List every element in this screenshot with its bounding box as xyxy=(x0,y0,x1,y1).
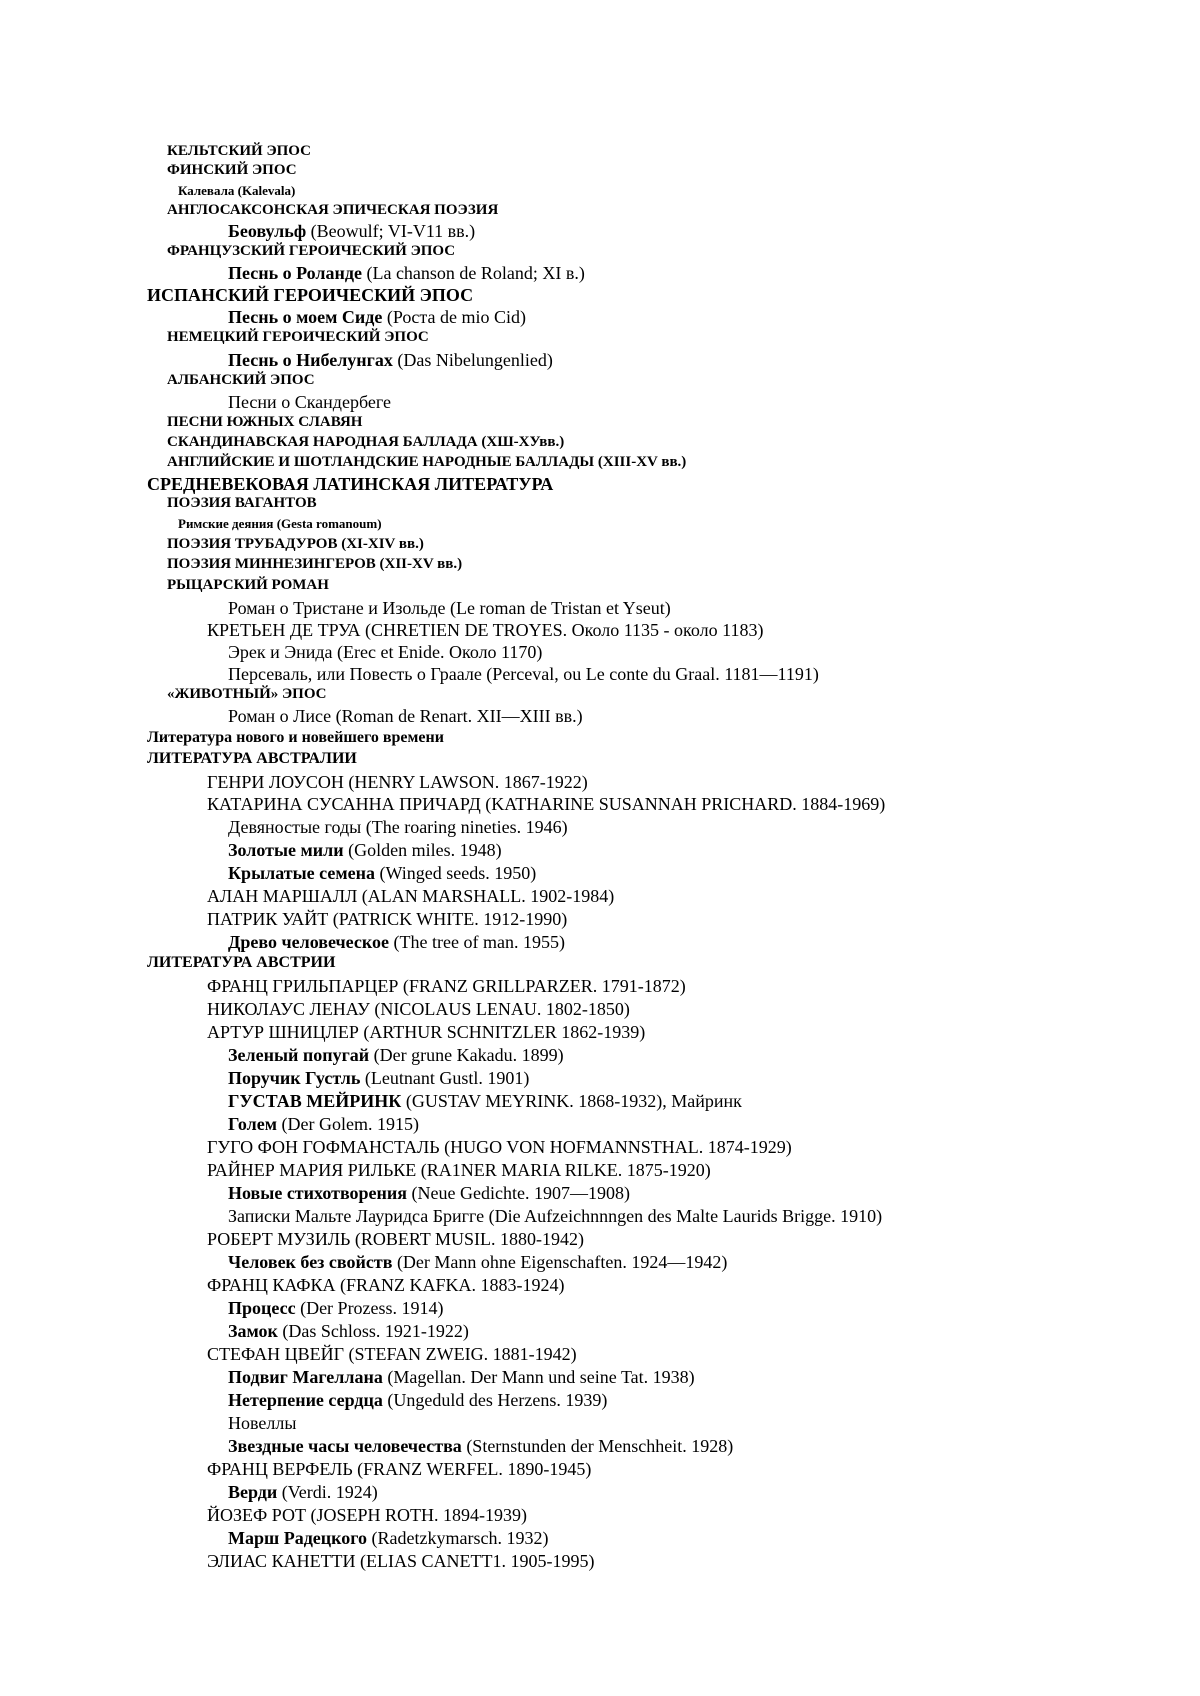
contents-line xyxy=(228,222,475,240)
entry-title: Процесс xyxy=(228,1298,296,1318)
entry-title: Песнь о моем Сиде xyxy=(228,307,383,327)
contents-line xyxy=(207,795,885,813)
entry-details: (Der Prozess. 1914) xyxy=(295,1298,444,1318)
entry-title: Песнь о Роланде xyxy=(228,263,362,283)
contents-line xyxy=(167,687,327,702)
entry-details: НИКОЛАУС ЛЕНАУ (NICOLAUS LENAU. 1802-1850) xyxy=(207,999,630,1019)
contents-line xyxy=(228,818,568,836)
contents-line xyxy=(228,933,565,951)
contents-line xyxy=(228,841,502,859)
entry-title: Древо человеческое xyxy=(228,932,390,952)
contents-line xyxy=(228,1368,695,1386)
contents-line xyxy=(228,665,819,683)
entry-details: АЛАН МАРШАЛЛ (ALAN MARSHALL. 1902-1984) xyxy=(207,886,615,906)
entry-title: ГУСТАВ МЕЙРИНК xyxy=(228,1091,402,1111)
entry-title: Подвиг Магеллана xyxy=(228,1367,383,1387)
contents-line xyxy=(167,163,297,178)
entry-details: (Radetzkymarsch. 1932) xyxy=(367,1528,549,1548)
entry-title: АНГЛИЙСКИЕ И ШОТЛАНДСКИЕ НАРОДНЫЕ БАЛЛАДЫ (XIII-XV вв.) xyxy=(167,454,687,470)
entry-title: Человек без свойств xyxy=(228,1252,393,1272)
contents-line xyxy=(228,1483,378,1501)
entry-title: Звездные часы человечества xyxy=(228,1436,462,1456)
entry-details: Песни о Скандербеге xyxy=(228,392,391,412)
entry-title: ФРАНЦУЗСКИЙ ГЕРОИЧЕСКИЙ ЭПОС xyxy=(167,243,456,259)
contents-line xyxy=(207,1276,565,1294)
contents-line xyxy=(228,1092,742,1110)
entry-title: ПОЭЗИЯ МИННЕЗИНГЕРОВ (XII-XV вв.) xyxy=(167,556,463,572)
contents-line xyxy=(228,1184,630,1202)
contents-line xyxy=(228,393,391,411)
contents-line xyxy=(207,887,614,905)
contents-line xyxy=(147,730,444,746)
entry-title: НЕМЕЦКИЙ ГЕРОИЧЕСКИЙ ЭПОС xyxy=(167,329,429,345)
contents-line xyxy=(178,184,295,197)
contents-line xyxy=(228,1414,296,1432)
contents-line xyxy=(228,1046,564,1064)
entry-details: (Winged seeds. 1950) xyxy=(374,863,537,883)
entry-title: ЛИТЕРАТУРА АВСТРАЛИИ xyxy=(147,750,357,767)
entry-details: (Der grune Kakadu. 1899) xyxy=(369,1045,564,1065)
entry-details: ПАТРИК УАЙТ (PATRICK WHITE. 1912-1990) xyxy=(207,909,568,929)
entry-details: Эрек и Энида (Erec et Enide. Около 1170) xyxy=(228,642,543,662)
entry-title: Поручик Густль xyxy=(228,1068,361,1088)
contents-line xyxy=(167,455,686,470)
entry-title: СРЕДНЕВЕКОВАЯ ЛАТИНСКАЯ ЛИТЕРАТУРА xyxy=(147,474,554,494)
entry-details: (Leutnant Gustl. 1901) xyxy=(360,1068,530,1088)
contents-line xyxy=(207,910,567,928)
contents-line xyxy=(167,373,315,388)
entry-details: Записки Мальте Лауридса Бригге (Die Aufzeichnnngen des Malte Laurids Brigge. 1910) xyxy=(228,1206,883,1226)
entry-title: Калевала (Kalevala) xyxy=(178,183,296,198)
entry-details: (Der Mann ohne Eigenschaften. 1924—1942) xyxy=(392,1252,728,1272)
entry-details: (Magellan. Der Mann und seine Tat. 1938) xyxy=(382,1367,695,1387)
entry-details: ФРАНЦ ВЕРФЕЛЬ (FRANZ WERFEL. 1890-1945) xyxy=(207,1459,592,1479)
contents-line xyxy=(147,475,553,493)
entry-details: (Роcта de mio Cid) xyxy=(382,307,526,327)
entry-details: (The tree of man. 1955) xyxy=(389,932,565,952)
contents-line xyxy=(207,1345,577,1363)
contents-line xyxy=(228,707,583,725)
contents-line xyxy=(228,1391,607,1409)
entry-details: КАТАРИНА СУСАННА ПРИЧАРД (KATHARINE SUSANNAH PRICHARD. 1884-1969) xyxy=(207,794,886,814)
contents-line xyxy=(228,1207,882,1225)
entry-title: Песнь о Нибелунгах xyxy=(228,350,393,370)
contents-line xyxy=(147,286,473,304)
contents-line xyxy=(167,203,498,218)
entry-details: Новеллы xyxy=(228,1413,297,1433)
contents-line xyxy=(207,1138,792,1156)
entry-title: ПОЭЗИЯ ТРУБАДУРОВ (XI-XIV вв.) xyxy=(167,536,424,552)
entry-title: АНГЛОСАКСОНСКАЯ ЭПИЧЕСКАЯ ПОЭЗИЯ xyxy=(167,202,499,218)
contents-line xyxy=(228,1322,469,1340)
contents-line xyxy=(207,621,763,639)
entry-details: (Der Golem. 1915) xyxy=(276,1114,419,1134)
contents-line xyxy=(228,1529,548,1547)
contents-line xyxy=(167,144,311,159)
entry-details: (Golden miles. 1948) xyxy=(343,840,502,860)
contents-line xyxy=(228,1299,444,1317)
contents-line xyxy=(147,751,357,767)
entry-title: ПЕСНИ ЮЖНЫХ СЛАВЯН xyxy=(167,414,363,430)
contents-line xyxy=(207,1230,584,1248)
contents-line xyxy=(167,415,362,430)
contents-line xyxy=(167,578,329,593)
entry-details: ЭЛИАС КАНЕТТИ (ELIAS CANETT1. 1905-1995) xyxy=(207,1551,595,1571)
contents-line xyxy=(228,351,553,369)
entry-title: ЛИТЕРАТУРА АВСТРИИ xyxy=(147,954,336,971)
entry-title: Крылатые семена xyxy=(228,863,375,883)
contents-line xyxy=(167,496,317,511)
entry-title: Марш Радецкого xyxy=(228,1528,368,1548)
entry-details: (Sternstunden der Menschheit. 1928) xyxy=(461,1436,734,1456)
entry-title: ФИНСКИЙ ЭПОС xyxy=(167,162,297,178)
contents-line xyxy=(207,1023,645,1041)
contents-line xyxy=(167,330,429,345)
entry-details: ГУГО ФОН ГОФМАНСТАЛЬ (HUGO VON HOFMANNSTHAL. 1874-1929) xyxy=(207,1137,792,1157)
entry-details: Девяностые годы (The roaring nineties. 1946) xyxy=(228,817,568,837)
entry-details: (Ungeduld des Herzens. 1939) xyxy=(382,1390,608,1410)
contents-line xyxy=(207,977,686,995)
entry-title: «ЖИВОТНЫЙ» ЭПОС xyxy=(167,686,327,702)
entry-details: РАЙНЕР МАРИЯ РИЛЬКЕ (RA1NER MARIA RILKE. 1875-1920) xyxy=(207,1160,711,1180)
contents-line xyxy=(207,773,588,791)
contents-line xyxy=(207,1000,630,1018)
contents-line xyxy=(228,643,542,661)
entry-details: (Neue Gedichte. 1907—1908) xyxy=(407,1183,630,1203)
entry-details: Персеваль, или Повесть о Граале (Perceval, ou Le conte du Graal. 1181—1191) xyxy=(228,664,819,684)
contents-line xyxy=(167,537,424,552)
entry-title: КЕЛЬТСКИЙ ЭПОС xyxy=(167,143,311,159)
entry-details: ГЕНРИ ЛОУСОН (HENRY LAWSON. 1867-1922) xyxy=(207,772,588,792)
contents-line xyxy=(147,955,335,971)
entry-details: Роман о Тристане и Изольде (Le roman de Tristan et Yseut) xyxy=(228,598,671,618)
contents-line xyxy=(228,264,585,282)
contents-line xyxy=(228,864,536,882)
contents-line xyxy=(207,1506,527,1524)
contents-line xyxy=(228,599,671,617)
entry-title: АЛБАНСКИЙ ЭПОС xyxy=(167,372,315,388)
contents-line xyxy=(228,1115,419,1133)
entry-title: Беовульф xyxy=(228,221,307,241)
entry-title: Римские деяния (Gesta romanoum) xyxy=(178,516,382,531)
contents-line xyxy=(228,1437,733,1455)
entry-title: СКАНДИНАВСКАЯ НАРОДНАЯ БАЛЛАДА (ХШ-ХУвв.) xyxy=(167,434,565,450)
entry-title: Золотые мили xyxy=(228,840,344,860)
entry-title: Новые стихотворения xyxy=(228,1183,408,1203)
contents-line xyxy=(207,1552,595,1570)
contents-line xyxy=(178,517,382,530)
entry-details: АРТУР ШНИЦЛЕР (ARTHUR SCHNITZLER 1862-1939) xyxy=(207,1022,646,1042)
contents-line xyxy=(228,1253,727,1271)
entry-title: Зеленый попугай xyxy=(228,1045,370,1065)
entry-details: РОБЕРТ МУЗИЛЬ (ROBERT MUSIL. 1880-1942) xyxy=(207,1229,584,1249)
entry-details: КРЕТЬЕН ДЕ ТРУА (CHRETIEN DE TROYES. Около 1135 - около 1183) xyxy=(207,620,764,640)
entry-details: (La chanson de Roland; XI в.) xyxy=(361,263,585,283)
entry-title: ПОЭЗИЯ ВАГАНТОВ xyxy=(167,495,317,511)
contents-line xyxy=(228,308,526,326)
contents-line xyxy=(167,557,462,572)
contents-line xyxy=(167,244,455,259)
entry-details: СТЕФАН ЦВЕЙГ (STEFAN ZWEIG. 1881-1942) xyxy=(207,1344,577,1364)
entry-details: Роман о Лисе (Roman de Renart. XII—XIII вв.) xyxy=(228,706,583,726)
entry-title: Голем xyxy=(228,1114,277,1134)
entry-title: Замок xyxy=(228,1321,278,1341)
entry-details: ЙОЗЕФ РОТ (JOSEPH ROTH. 1894-1939) xyxy=(207,1505,527,1525)
contents-line xyxy=(167,435,564,450)
entry-details: ФРАНЦ ГРИЛЬПАРЦЕР (FRANZ GRILLPARZER. 1791-1872) xyxy=(207,976,686,996)
entry-details: ФРАНЦ КАФКА (FRANZ KAFKA. 1883-1924) xyxy=(207,1275,565,1295)
contents-line xyxy=(228,1069,529,1087)
entry-details: (Das Nibelungenlied) xyxy=(392,350,553,370)
entry-details: (Verdi. 1924) xyxy=(277,1482,378,1502)
contents-line xyxy=(207,1161,711,1179)
entry-title: РЫЦАРСКИЙ РОМАН xyxy=(167,577,329,593)
entry-details: (Das Schloss. 1921-1922) xyxy=(277,1321,469,1341)
entry-title: ИСПАНСКИЙ ГЕРОИЧЕСКИЙ ЭПОС xyxy=(147,285,474,305)
entry-title: Литература нового и новейшего времени xyxy=(147,729,444,746)
contents-line xyxy=(207,1460,591,1478)
entry-details: (GUSTAV MEYRINK. 1868-1932), Майринк xyxy=(401,1091,742,1111)
entry-title: Нетерпение сердца xyxy=(228,1390,383,1410)
entry-details: (Beowulf; VI-V11 вв.) xyxy=(306,221,476,241)
entry-title: Верди xyxy=(228,1482,278,1502)
